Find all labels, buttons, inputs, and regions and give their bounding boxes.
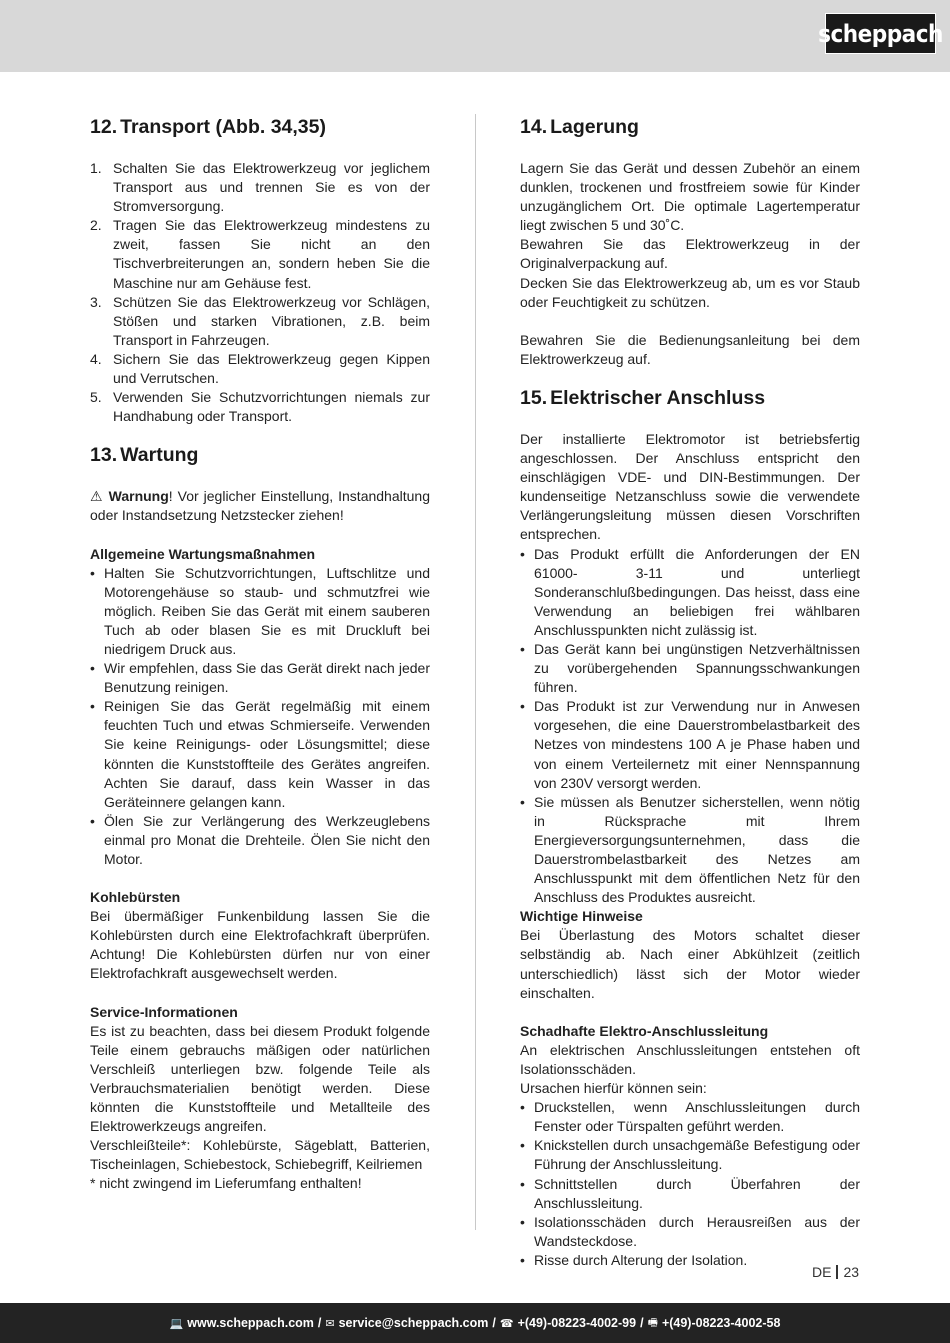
section-wartung <box>90 443 430 1193</box>
list-item: • Das Produkt ist zur Verwendung nur in Anwesen vorgesehen, die eine Dauerstrombelastbarkeit des Netzes von mindestens 100 A je Phase haben und von einem Verteilernetz mit einer Nennspannung von 230V versorgt werden. <box>520 697 860 792</box>
paragraph: An elektrischen Anschlussleitungen entstehen oft Isolationsschäden. <box>520 1041 860 1077</box>
list-item: • Wir empfehlen, dass Sie das Gerät direkt nach jeder Benutzung reinigen. <box>90 659 430 697</box>
column-divider <box>475 114 476 1230</box>
list-item: • Das Gerät kann bei ungünstigen Netzverhältnissen zu vorübergehenden Spannungsschwankungen führen. <box>520 640 860 697</box>
paragraph: Bewahren Sie die Bedienungsanleitung bei dem Elektrowerkzeug auf. <box>520 331 860 367</box>
service-text: Es ist zu beachten, dass bei diesem Produkt folgende Teile einem gebrauchs mäßigen oder natürlichen Verschleiß unterliegen bzw. folgende Teile als Verbrauchsmaterialien benötigt werden. Diese könnten die Kunststoffteile und Metallteile des Elektrowerkzeugs angreifen. <box>90 1022 430 1135</box>
subheading: Allgemeine Wartungsmaßnahmen <box>90 545 316 562</box>
subheading: Service-Informationen <box>90 1003 238 1020</box>
connection-list <box>520 545 860 908</box>
list-item: 3. Schützen Sie das Elektrowerkzeug vor Schlägen, Stößen und starken Vibrationen, z.B. beim Transport in Fahrzeugen. <box>90 293 430 348</box>
warning-note: ⚠ Warnung! Vor jeglicher Einstellung, Instandhaltung oder Instandsetzung Netzstecker ziehen! <box>90 488 430 524</box>
list-item: • Halten Sie Schutzvorrichtungen, Luftschlitze und Motorengehäuse so staub- und schmutzfrei wie möglich. Reiben Sie das Gerät mit einem sauberen Tuch ab oder blasen Sie es mit Druckluft bei niedrigem Druck aus. <box>90 564 430 659</box>
phone-icon: ☎ <box>499 1317 514 1330</box>
footnote: * nicht zwingend im Lieferumfang enthalten! <box>90 1175 362 1192</box>
mail-icon: ✉ <box>325 1317 335 1330</box>
section-lagerung <box>520 115 860 369</box>
paragraph: Ursachen hierfür können sein: <box>520 1080 707 1097</box>
paragraph: Der installierte Elektromotor ist betriebsfertig angeschlossen. Der Anschluss entspricht den einschlägigen VDE- und DIN-Bestimmungen. Der kundenseitige Netzanschluss sowie die verwendete Verlängerungsleitung müssen diesen Vorschriften entsprechen. <box>520 430 860 543</box>
list-item: • Ölen Sie zur Verlängerung des Werkzeuglebens einmal pro Monat die Drehteile. Ölen Sie nicht den Motor. <box>90 812 430 869</box>
footer: 💻 www.scheppach.com / ✉ service@scheppach.com / ☎ +(49)-08223-4002-99 / 🖷 +(49)-08223-4002-58 <box>0 1303 950 1343</box>
causes-list <box>520 1098 860 1270</box>
list-item: • Druckstellen, wenn Anschlussleitungen durch Fenster oder Türspalten geführt werden. <box>520 1098 860 1136</box>
phone-number: +(49)-08223-4002-99 <box>517 1316 637 1330</box>
brushes-text: Bei übermäßiger Funkenbildung lassen Sie die Kohlebürsten durch eine Elektrofachkraft überprüfen. Achtung! Die Kohlebürsten dürfen nur von einer Elektrofachkraft ausgewechselt werden. <box>90 908 430 982</box>
fax-number: +(49)-08223-4002-58 <box>661 1316 781 1330</box>
computer-icon: 💻 <box>169 1317 184 1330</box>
warning-icon: ⚠ <box>90 488 104 505</box>
scheppach-logo: scheppach <box>825 13 936 54</box>
paragraph: Decken Sie das Elektrowerkzeug ab, um es vor Staub oder Feuchtigkeit zu schützen. <box>520 274 860 310</box>
fax-icon: 🖷 <box>647 1316 658 1329</box>
section-heading: 14. Lagerung <box>520 116 639 138</box>
section-transport <box>90 115 430 426</box>
list-item: • Reinigen Sie das Gerät regelmäßig mit einem feuchten Tuch und etwas Schmierseife. Verwenden Sie keine Reinigungs- oder Lösungsmittel; diese könnten die Kunststoffteile des Gerätes angreifen. Achten Sie darauf, dass kein Wasser in das Geräteinnere gelangen kann. <box>90 697 430 812</box>
header-bar <box>0 0 950 72</box>
wear-parts: Verschleißteile*: Kohlebürste, Sägeblatt, Batterien, Tischeinlagen, Schiebestock, Schiebegriff, Keilriemen <box>90 1137 430 1173</box>
website-link[interactable]: www.scheppach.com <box>187 1316 314 1330</box>
left-column <box>90 115 430 1194</box>
list-item: 5. Verwenden Sie Schutzvorrichtungen niemals zur Handhabung oder Transport. <box>90 389 430 425</box>
subheading: Kohlebürsten <box>90 889 181 906</box>
right-column <box>520 115 860 1270</box>
section-anschluss <box>520 386 860 1270</box>
section-heading: 13. Wartung <box>90 444 199 467</box>
subheading: Schadhafte Elektro-Anschlussleitung <box>520 1022 769 1039</box>
list-item: 2. Tragen Sie das Elektrowerkzeug mindestens zu zweit, fassen Sie nicht an den Tischverbreiterungen an, sondern heben Sie die Maschine nur am Gehäuse fest. <box>90 217 430 291</box>
list-item: • Isolationsschäden durch Herausreißen aus der Wandsteckdose. <box>520 1213 860 1251</box>
list-item: 4. Sichern Sie das Elektrowerkzeug gegen Kippen und Verrutschen. <box>90 350 430 387</box>
page-number: DE 23 <box>812 1264 860 1280</box>
paragraph: Bei Überlastung des Motors schaltet dieser selbständig ab. Nach einer Abkühlzeit (zeitlich unterschiedlich) lässt sich der Motor wieder einschalten. <box>520 927 860 1001</box>
email-link[interactable]: service@scheppach.com <box>338 1316 489 1330</box>
transport-list <box>90 159 430 426</box>
list-item: 1. Schalten Sie das Elektrowerkzeug vor jeglichem Transport aus und trennen Sie es von der Stromversorgung. <box>90 160 430 215</box>
list-item: • Schnittstellen durch Überfahren der Anschlussleitung. <box>520 1175 860 1213</box>
paragraph: Lagern Sie das Gerät und dessen Zubehör an einem dunklen, trockenen und frostfreiem sowie für Kinder unzugänglichem Ort. Die optimale Lagertemperatur liegt zwischen 5 und 30˚C. <box>520 160 860 234</box>
list-item: • Knickstellen durch unsachgemäße Befestigung oder Führung der Anschlussleitung. <box>520 1136 860 1174</box>
maintenance-list <box>90 564 430 870</box>
section-heading: 15. Elektrischer Anschluss <box>520 386 766 409</box>
list-item: • Das Produkt erfüllt die Anforderungen der EN 61000- 3-11 und unterliegt Sonderanschlußbedingungen. Das heisst, dass eine Verwendung an beliebigen frei wählbaren Anschlusspunkten nicht zulässig ist. <box>520 545 860 640</box>
paragraph: Bewahren Sie das Elektrowerkzeug in der Originalverpackung auf. <box>520 236 860 272</box>
list-item: • Risse durch Alterung der Isolation. <box>520 1251 860 1270</box>
subheading: Wichtige Hinweise <box>520 908 643 925</box>
section-heading: 12. Transport (Abb. 34,35) <box>90 116 326 138</box>
list-item: • Sie müssen als Benutzer sicherstellen, wenn nötig in Rücksprache mit Ihrem Energieversorgungsunternehmen, dass die Dauerstrombelastbarkeit des Netzes am Anschlusspunkt mit dem öffentlichen Netz für den Anschluss des Produktes ausreicht. <box>520 793 860 908</box>
